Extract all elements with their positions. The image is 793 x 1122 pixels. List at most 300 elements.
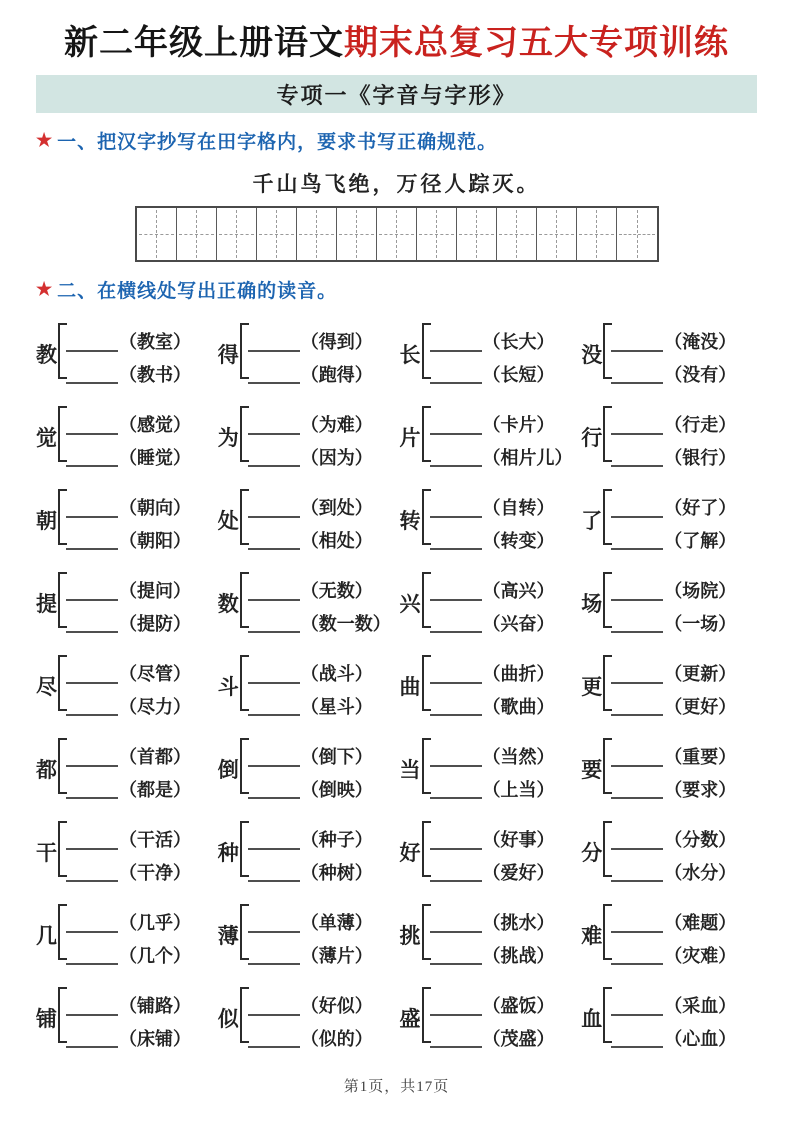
section1-heading — [36, 127, 757, 154]
entry-line — [248, 946, 373, 968]
pinyin-blank — [248, 451, 300, 467]
pinyin-blank — [248, 668, 300, 684]
entry-word: （战斗） — [300, 664, 373, 685]
entry-line — [248, 498, 373, 520]
pinyin-blank — [66, 866, 118, 882]
entry-char: 数 — [217, 592, 239, 617]
pinyin-blank — [248, 700, 300, 716]
tian-cell — [177, 208, 217, 260]
tian-cell — [297, 208, 337, 260]
entry-word: （转变） — [482, 530, 555, 551]
pinyin-blank — [66, 949, 118, 965]
pinyin-blank — [611, 336, 663, 352]
entry — [581, 734, 757, 804]
pinyin-blank — [248, 866, 300, 882]
entry-line — [430, 531, 555, 553]
entry-pair — [66, 913, 191, 967]
pinyin-blank — [248, 534, 300, 550]
entry-pair — [66, 415, 191, 469]
pinyin-blank — [430, 668, 482, 684]
entries-grid — [36, 319, 757, 1053]
entry-pair — [430, 332, 555, 386]
entry-line — [248, 913, 373, 935]
entry-char: 似 — [217, 1007, 239, 1032]
entry-word: （首都） — [119, 747, 191, 768]
entry-word: （干活） — [119, 830, 191, 851]
banner-title: 专项一《字音与字形》 — [276, 82, 517, 108]
pinyin-blank — [248, 751, 300, 767]
entry-line — [430, 913, 555, 935]
entry-char: 转 — [399, 509, 421, 534]
entry — [218, 734, 394, 804]
tian-cell — [137, 208, 177, 260]
entry-word: （兴奋） — [482, 613, 555, 634]
entry-word: （行走） — [664, 415, 737, 436]
entry-char: 兴 — [399, 592, 421, 617]
entry-line — [248, 614, 391, 636]
entry-line — [248, 531, 373, 553]
entry-word: （提防） — [119, 613, 191, 634]
entry-word: （干净） — [119, 862, 191, 883]
entry-pair — [611, 498, 736, 552]
entry-word: （睡觉） — [119, 447, 191, 468]
entry-line — [430, 780, 555, 802]
entry-word: （薄片） — [300, 945, 373, 966]
tian-cell — [257, 208, 297, 260]
entry-char: 铺 — [36, 1007, 57, 1032]
pinyin-blank — [66, 751, 118, 767]
entry-pair — [66, 830, 191, 884]
entry-word: （教书） — [119, 364, 191, 385]
entry-char: 更 — [581, 675, 603, 700]
entry-line — [66, 747, 191, 769]
entry-word: （挑水） — [482, 913, 555, 934]
entry-line — [430, 747, 555, 769]
pinyin-blank — [66, 617, 118, 633]
entry — [581, 402, 757, 472]
pinyin-blank — [611, 668, 663, 684]
entry — [36, 568, 212, 638]
entry-pair — [430, 498, 555, 552]
section2-heading-text: 二、在横线处写出正确的读音。 — [57, 281, 338, 303]
entry-pair — [611, 415, 736, 469]
pinyin-blank — [430, 1000, 482, 1016]
pinyin-blank — [430, 700, 482, 716]
pinyin-blank — [66, 834, 118, 850]
entry — [400, 568, 576, 638]
pinyin-blank — [611, 534, 663, 550]
entry-line — [611, 946, 736, 968]
entry-line — [430, 581, 555, 603]
entry-word: （采血） — [664, 996, 737, 1017]
entry-word: （几个） — [119, 945, 191, 966]
entry-char: 曲 — [399, 675, 421, 700]
entry-line — [66, 913, 191, 935]
entry-word: （到处） — [300, 498, 373, 519]
entry-pair — [66, 996, 191, 1050]
entry — [36, 900, 212, 970]
entry — [36, 319, 212, 389]
pinyin-blank — [430, 451, 482, 467]
entry-char: 要 — [581, 758, 603, 783]
entry-word: （铺路） — [119, 996, 191, 1017]
entry-line — [248, 747, 373, 769]
pinyin-blank — [248, 419, 300, 435]
entry-word: （上当） — [482, 779, 555, 800]
pinyin-blank — [611, 368, 663, 384]
entry — [400, 734, 576, 804]
pinyin-blank — [611, 917, 663, 933]
pinyin-blank — [611, 1000, 663, 1016]
entry-char: 几 — [36, 924, 57, 949]
tian-cell — [617, 208, 657, 260]
pinyin-blank — [430, 866, 482, 882]
pinyin-blank — [611, 617, 663, 633]
pinyin-blank — [248, 1000, 300, 1016]
entry — [218, 983, 394, 1053]
entry-line — [611, 780, 736, 802]
entry — [218, 900, 394, 970]
entry — [218, 817, 394, 887]
pinyin-blank — [430, 502, 482, 518]
entry — [36, 983, 212, 1053]
pinyin-blank — [248, 368, 300, 384]
pinyin-blank — [430, 617, 482, 633]
entry-line — [611, 448, 736, 470]
entry-char: 血 — [581, 1007, 603, 1032]
entry — [581, 568, 757, 638]
entry-word: （自转） — [482, 498, 555, 519]
entry-word: （相片儿） — [482, 447, 573, 468]
pinyin-blank — [66, 534, 118, 550]
pinyin-blank — [611, 585, 663, 601]
entry — [400, 900, 576, 970]
entry — [36, 651, 212, 721]
entry-word: （朝阳） — [119, 530, 191, 551]
entry-char: 得 — [217, 343, 239, 368]
entry-line — [66, 863, 191, 885]
pinyin-blank — [611, 949, 663, 965]
entry-char: 干 — [36, 841, 57, 866]
entry-word: （高兴） — [482, 581, 555, 602]
entry — [36, 402, 212, 472]
entry — [581, 485, 757, 555]
entry-word: （心血） — [664, 1028, 737, 1049]
pinyin-blank — [66, 783, 118, 799]
entry-pair — [611, 664, 736, 718]
entry-char: 难 — [581, 924, 603, 949]
entry-word: （爱好） — [482, 862, 555, 883]
entry-pair — [248, 747, 373, 801]
entry-word: （好了） — [664, 498, 737, 519]
entry-char: 挑 — [399, 924, 421, 949]
pinyin-blank — [248, 502, 300, 518]
entry-word: （好似） — [300, 996, 373, 1017]
entry — [581, 651, 757, 721]
title-red-part: 期末总复习五大专项训练 — [344, 25, 729, 62]
entry-line — [248, 448, 373, 470]
entry-char: 尽 — [36, 675, 57, 700]
entry-pair — [430, 747, 555, 801]
entry-word: （星斗） — [300, 696, 373, 717]
entry-word: （都是） — [119, 779, 191, 800]
entry-line — [430, 830, 555, 852]
entry-char: 了 — [581, 509, 603, 534]
entry-pair — [66, 664, 191, 718]
entry-word: （倒映） — [300, 779, 373, 800]
pinyin-blank — [66, 368, 118, 384]
pinyin-blank — [66, 585, 118, 601]
entry-word: （提问） — [119, 581, 191, 602]
entry-pair — [66, 498, 191, 552]
entry-word: （歌曲） — [482, 696, 555, 717]
tian-cell — [577, 208, 617, 260]
entry-line — [66, 415, 191, 437]
entry-line — [248, 415, 373, 437]
entry-line — [611, 498, 736, 520]
pinyin-blank — [611, 783, 663, 799]
entry-line — [66, 448, 191, 470]
entry-line — [248, 664, 373, 686]
pinyin-blank — [430, 751, 482, 767]
entry-pair — [430, 913, 555, 967]
entry-pair — [430, 664, 555, 718]
entry-line — [611, 581, 736, 603]
entry-line — [66, 531, 191, 553]
entry-word: （种树） — [300, 862, 373, 883]
entry-line — [611, 365, 736, 387]
entry-pair — [248, 498, 373, 552]
entry-char: 长 — [399, 343, 421, 368]
entry-line — [66, 498, 191, 520]
entry — [581, 319, 757, 389]
entry-char: 行 — [581, 426, 603, 451]
entry-line — [430, 1029, 555, 1051]
star-icon: ★ — [36, 130, 54, 151]
pinyin-blank — [611, 834, 663, 850]
pinyin-blank — [430, 917, 482, 933]
entry-word: （茂盛） — [482, 1028, 555, 1049]
entry-line — [66, 664, 191, 686]
entry-line — [66, 697, 191, 719]
entry-pair — [430, 830, 555, 884]
entry-line — [611, 415, 736, 437]
entry — [36, 485, 212, 555]
entry-line — [248, 581, 391, 603]
entry-line — [66, 581, 191, 603]
entry-pair — [611, 913, 736, 967]
entry-line — [611, 747, 736, 769]
entry-line — [430, 415, 573, 437]
entry-line — [248, 332, 373, 354]
entry-line — [611, 830, 736, 852]
entry-word: （数一数） — [300, 613, 391, 634]
entry-char: 片 — [399, 426, 421, 451]
pinyin-blank — [430, 585, 482, 601]
pinyin-blank — [248, 949, 300, 965]
entry-line — [66, 996, 191, 1018]
pinyin-blank — [248, 336, 300, 352]
pinyin-blank — [430, 419, 482, 435]
entry-pair — [611, 332, 736, 386]
entry-word: （倒下） — [300, 747, 373, 768]
tian-cell — [457, 208, 497, 260]
entry-word: （重要） — [664, 747, 737, 768]
pinyin-blank — [248, 617, 300, 633]
entry — [36, 817, 212, 887]
pinyin-blank — [248, 917, 300, 933]
writing-grid-wrap — [36, 206, 757, 262]
pinyin-blank — [66, 1032, 118, 1048]
entry-word: （尽管） — [119, 664, 191, 685]
entry — [400, 402, 576, 472]
entry-line — [66, 946, 191, 968]
pinyin-blank — [248, 783, 300, 799]
entry-word: （挑战） — [482, 945, 555, 966]
entry — [400, 319, 576, 389]
entry-line — [430, 863, 555, 885]
entry-line — [66, 780, 191, 802]
entry-char: 提 — [36, 592, 57, 617]
entry-word: （长大） — [482, 332, 555, 353]
pinyin-blank — [66, 917, 118, 933]
entry-word: （单薄） — [300, 913, 373, 934]
entry-line — [430, 996, 555, 1018]
pinyin-blank — [66, 419, 118, 435]
entry — [400, 817, 576, 887]
pinyin-blank — [430, 834, 482, 850]
entry-word: （教室） — [119, 332, 191, 353]
entry-pair — [611, 996, 736, 1050]
pinyin-blank — [248, 834, 300, 850]
entry-line — [430, 332, 555, 354]
entry-line — [66, 1029, 191, 1051]
entry-pair — [248, 913, 373, 967]
entry-pair — [248, 581, 391, 635]
entry-pair — [248, 996, 373, 1050]
entry-char: 当 — [399, 758, 421, 783]
section2-heading — [36, 276, 757, 303]
entry-word: （无数） — [300, 581, 373, 602]
entry-char: 教 — [36, 343, 57, 368]
entry — [400, 651, 576, 721]
entry-char: 没 — [581, 343, 603, 368]
entry-line — [248, 697, 373, 719]
entry-word: （水分） — [664, 862, 737, 883]
entry-char: 斗 — [217, 675, 239, 700]
pinyin-blank — [66, 700, 118, 716]
entry-line — [430, 448, 573, 470]
entry-line — [430, 614, 555, 636]
entry — [218, 568, 394, 638]
pinyin-blank — [430, 336, 482, 352]
entry-line — [430, 664, 555, 686]
tian-cell — [217, 208, 257, 260]
entry-line — [611, 697, 736, 719]
entry-line — [611, 614, 736, 636]
entry — [581, 817, 757, 887]
entry-char: 为 — [217, 426, 239, 451]
entry-pair — [248, 332, 373, 386]
tian-cell — [497, 208, 537, 260]
entry-char: 倒 — [217, 758, 239, 783]
entry-pair — [66, 581, 191, 635]
entry — [581, 900, 757, 970]
pinyin-blank — [430, 949, 482, 965]
entry — [218, 485, 394, 555]
pinyin-blank — [611, 419, 663, 435]
entry-pair — [611, 830, 736, 884]
entry-word: （尽力） — [119, 696, 191, 717]
entry-word: （一场） — [664, 613, 737, 634]
entry-line — [248, 780, 373, 802]
tian-cell — [337, 208, 377, 260]
entry-line — [248, 830, 373, 852]
entry-word: （长短） — [482, 364, 555, 385]
entry-char: 朝 — [36, 509, 57, 534]
pinyin-blank — [430, 534, 482, 550]
pinyin-blank — [611, 866, 663, 882]
entry-pair — [66, 747, 191, 801]
entry-char: 处 — [217, 509, 239, 534]
entry-pair — [248, 415, 373, 469]
entry-pair — [611, 747, 736, 801]
entry-word: （为难） — [300, 415, 373, 436]
pinyin-blank — [430, 1032, 482, 1048]
entry — [218, 319, 394, 389]
entry-word: （床铺） — [119, 1028, 191, 1049]
entry-word: （没有） — [664, 364, 737, 385]
entry-line — [430, 498, 555, 520]
entry-word: （相处） — [300, 530, 373, 551]
entry-line — [66, 332, 191, 354]
entry-word: （似的） — [300, 1028, 373, 1049]
tian-cell — [537, 208, 577, 260]
entry-line — [430, 697, 555, 719]
pinyin-blank — [611, 700, 663, 716]
pinyin-blank — [611, 451, 663, 467]
copy-sentence: 千山鸟飞绝，万径人踪灭。 — [252, 172, 541, 197]
entry-word: （跑得） — [300, 364, 373, 385]
entry-line — [611, 913, 736, 935]
entry-word: （分数） — [664, 830, 737, 851]
entry-char: 都 — [36, 758, 57, 783]
entry-word: （得到） — [300, 332, 373, 353]
entry-word: （几乎） — [119, 913, 191, 934]
entry-word: （因为） — [300, 447, 373, 468]
tian-cell — [377, 208, 417, 260]
pinyin-blank — [611, 751, 663, 767]
tian-cell — [417, 208, 457, 260]
entry-char: 薄 — [217, 924, 239, 949]
entry-word: （盛饭） — [482, 996, 555, 1017]
entry-word: （灾难） — [664, 945, 737, 966]
entry-line — [248, 996, 373, 1018]
entry-pair — [611, 581, 736, 635]
entry-line — [611, 863, 736, 885]
entry-word: （淹没） — [664, 332, 737, 353]
pinyin-blank — [66, 1000, 118, 1016]
entry-pair — [248, 664, 373, 718]
entry-word: （感觉） — [119, 415, 191, 436]
entry-line — [248, 863, 373, 885]
pinyin-blank — [66, 451, 118, 467]
pinyin-blank — [248, 585, 300, 601]
entry-line — [611, 1029, 736, 1051]
entry-word: （难题） — [664, 913, 737, 934]
entry-char: 觉 — [36, 426, 57, 451]
entry-word: （更好） — [664, 696, 737, 717]
